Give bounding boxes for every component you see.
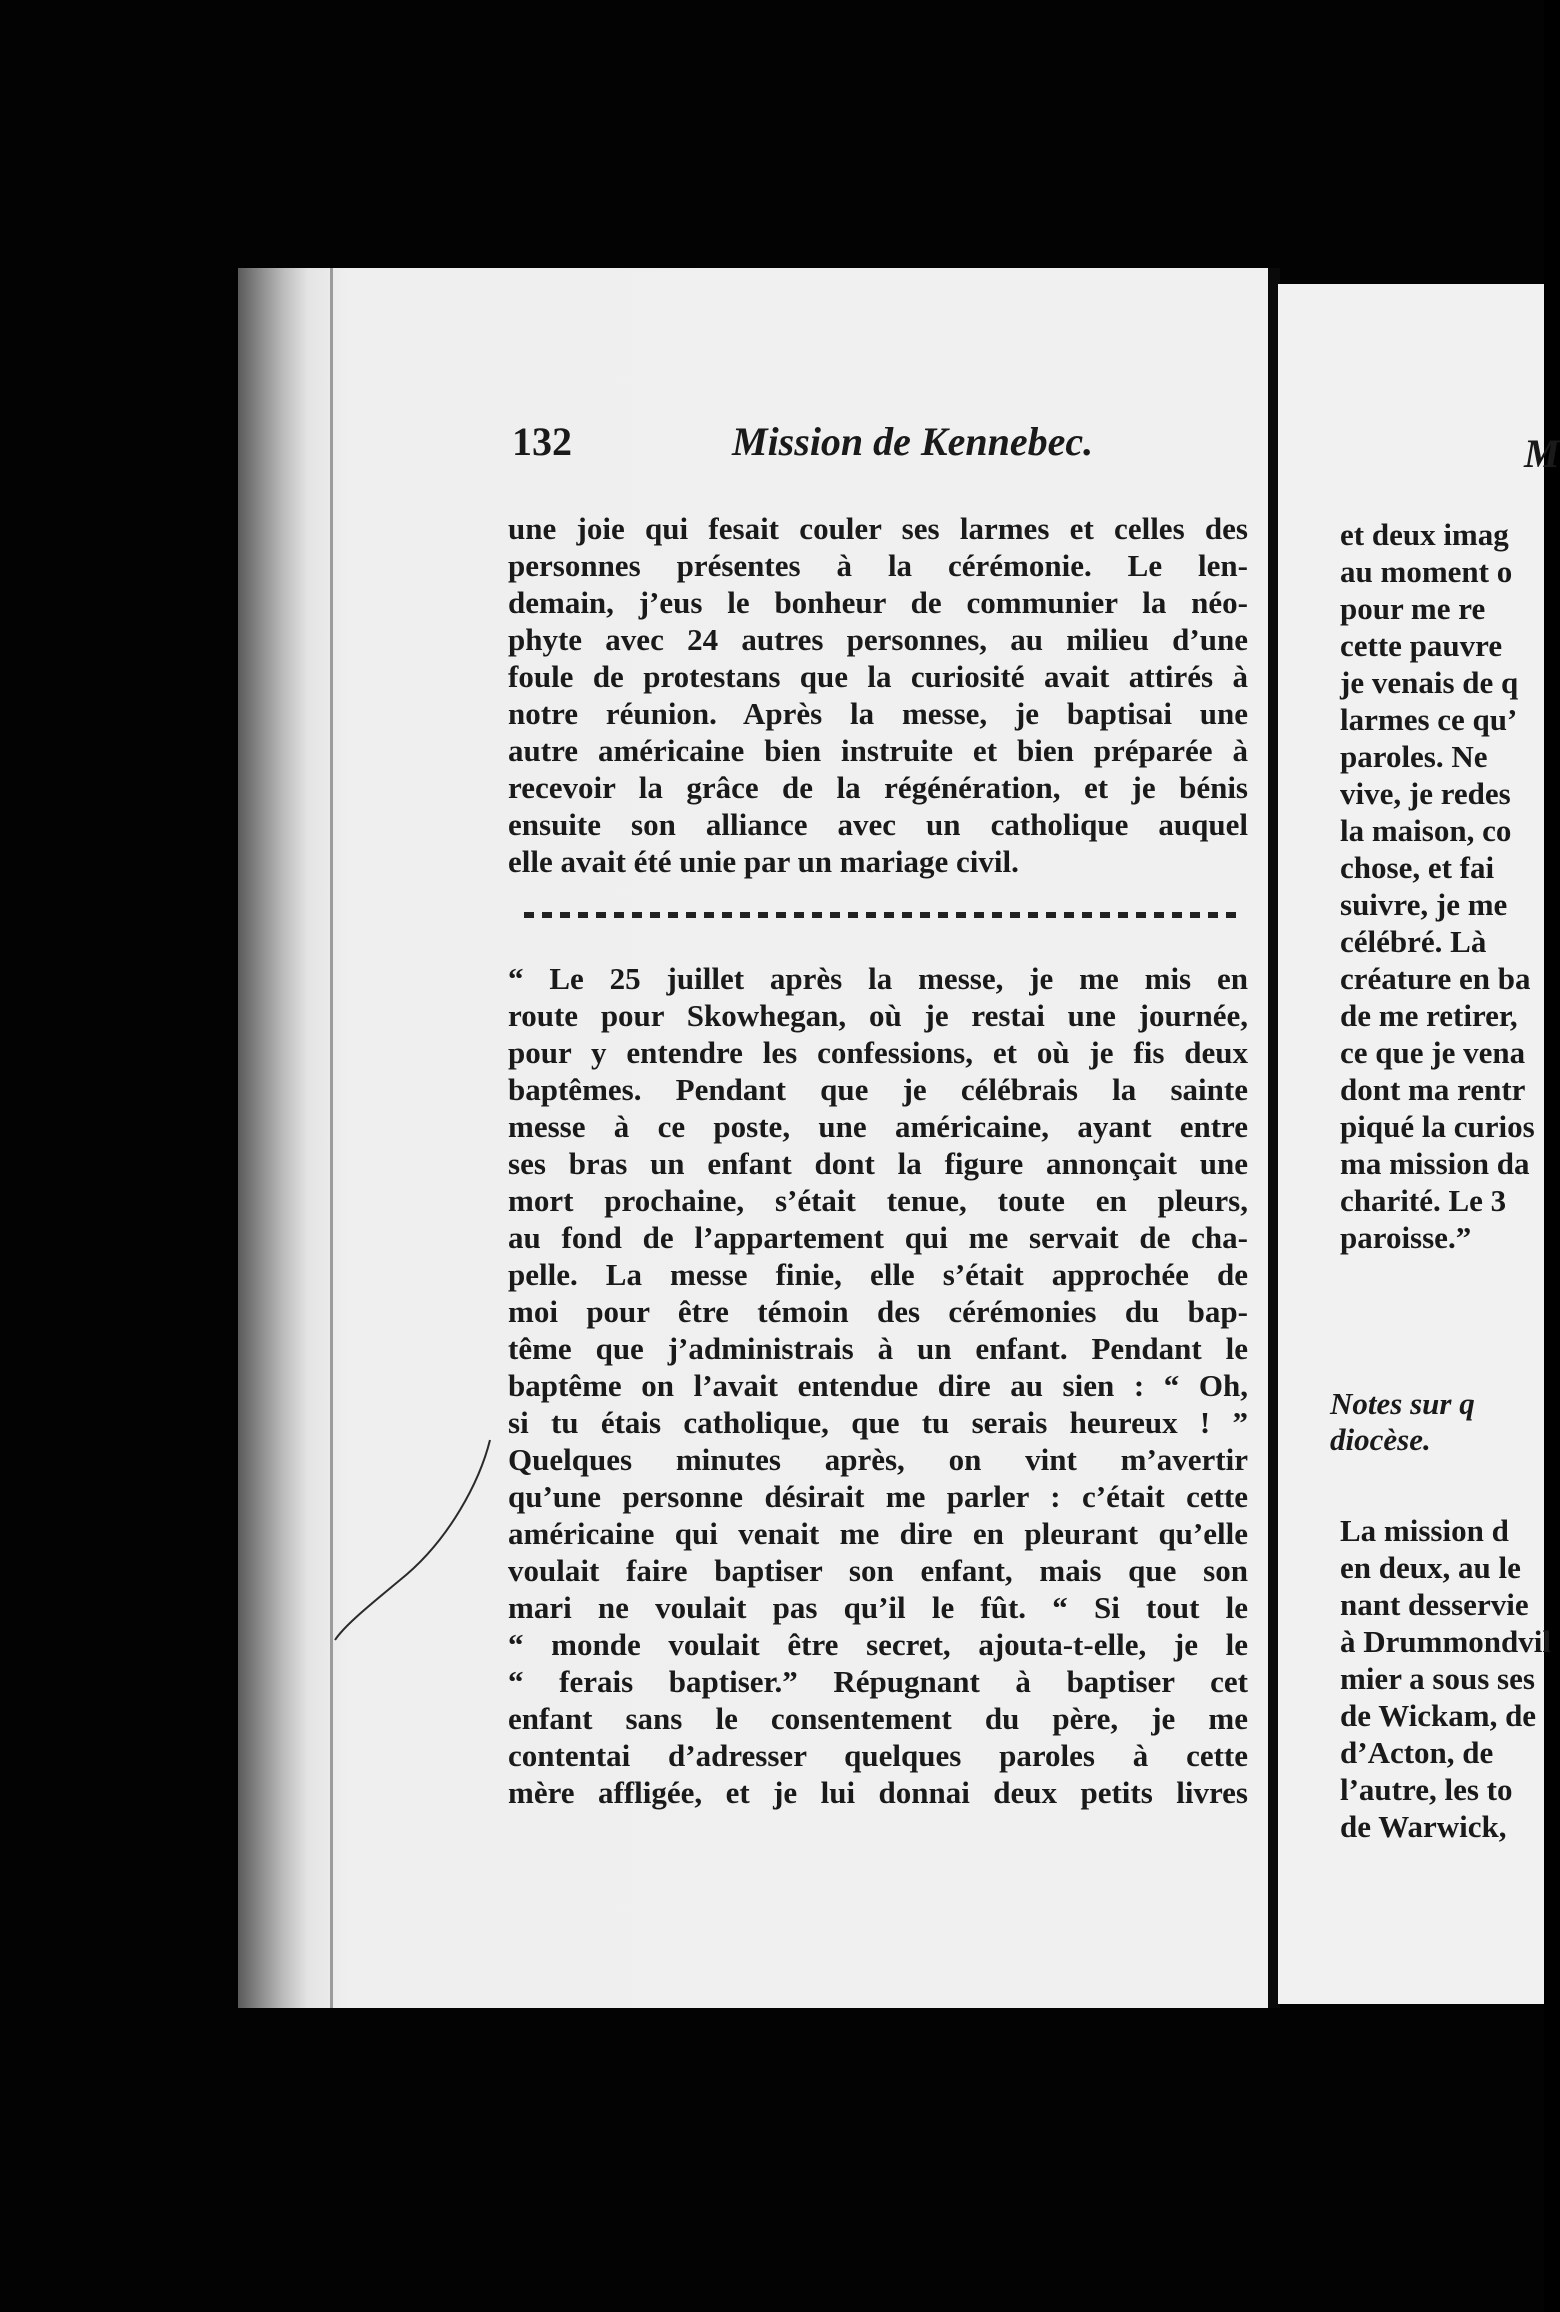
- pencil-annotation-mark: [330, 1420, 550, 1650]
- paragraph-1: [508, 510, 1248, 880]
- text-line: moi pour être témoin des cérémonies du bap-: [508, 1294, 1248, 1329]
- text-line: personnes présentes à la cérémonie. Le len-: [508, 548, 1248, 583]
- text-line: elle avait été unie par un mariage civil.: [508, 844, 1019, 879]
- text-line: pour y entendre les confessions, et où je fis deux: [508, 1035, 1248, 1070]
- text-line: demain, j’eus le bonheur de communier la néo-: [508, 585, 1248, 620]
- right-text-line: célébré. Là: [1340, 924, 1487, 959]
- text-line: route pour Skowhegan, où je restai une journée,: [508, 998, 1248, 1033]
- right-text-line: vive, je redes: [1340, 776, 1511, 811]
- running-head: [512, 418, 1272, 478]
- right-text-line: chose, et fai: [1340, 850, 1495, 885]
- text-line: “ monde voulait être secret, ajouta-t-elle, je le: [508, 1627, 1248, 1662]
- text-line: ses bras un enfant dont la figure annonçait une: [508, 1146, 1248, 1181]
- right-heading-line: Notes sur q: [1330, 1386, 1475, 1421]
- right-text-line: d’Acton, de: [1340, 1735, 1494, 1770]
- right-text-line: mier a sous ses: [1340, 1661, 1535, 1696]
- right-text-line: au moment o: [1340, 554, 1513, 589]
- right-running-head-fragment: M: [1524, 431, 1560, 476]
- page-edge-shadow: [330, 268, 333, 2008]
- text-line: tême que j’administrais à un enfant. Pendant le: [508, 1331, 1248, 1366]
- text-line: mari ne voulait pas qu’il le fût. “ Si tout le: [508, 1590, 1248, 1625]
- right-text-line: dont ma rentr: [1340, 1072, 1526, 1107]
- right-text-line: la maison, co: [1340, 813, 1512, 848]
- right-text-line: l’autre, les to: [1340, 1772, 1513, 1807]
- text-line: messe à ce poste, une américaine, ayant entre: [508, 1109, 1248, 1144]
- right-page-block-2: [1340, 1512, 1560, 1845]
- right-text-line: ce que je vena: [1340, 1035, 1526, 1070]
- right-text-line: paroisse.”: [1340, 1220, 1472, 1255]
- right-text-line: de Warwick,: [1340, 1809, 1507, 1844]
- text-line: voulait faire baptiser son enfant, mais que son: [508, 1553, 1248, 1588]
- right-page-heading: [1330, 1386, 1475, 1458]
- text-line: ensuite son alliance avec un catholique auquel: [508, 807, 1248, 842]
- text-line: phyte avec 24 autres personnes, au milieu d’une: [508, 622, 1248, 657]
- text-line: contentai d’adresser quelques paroles à cette: [508, 1738, 1248, 1773]
- text-line: mère affligée, et je lui donnai deux petits livres: [508, 1775, 1248, 1810]
- right-text-line: La mission d: [1340, 1513, 1509, 1548]
- running-title: Mission de Kennebec.: [732, 419, 1094, 464]
- text-line: “ Le 25 juillet après la messe, je me mis en: [508, 961, 1248, 996]
- right-text-line: paroles. Ne: [1340, 739, 1488, 774]
- right-text-line: de Wickam, de: [1340, 1698, 1537, 1733]
- text-line: recevoir la grâce de la régénération, et je bénis: [508, 770, 1248, 805]
- text-line: une joie qui fesait couler ses larmes et celles des: [508, 511, 1248, 546]
- right-text-line: pour me re: [1340, 591, 1486, 626]
- right-text-line: de me retirer,: [1340, 998, 1518, 1033]
- text-line: américaine qui venait me dire en pleurant qu’elle: [508, 1516, 1248, 1551]
- text-line: enfant sans le consentement du père, je me: [508, 1701, 1248, 1736]
- paragraph-2: [508, 960, 1248, 1811]
- text-line: “ ferais baptiser.” Répugnant à baptiser cet: [508, 1664, 1248, 1699]
- text-line: autre américaine bien instruite et bien préparée à: [508, 733, 1248, 768]
- text-line: baptême on l’avait entendue dire au sien : “ Oh,: [508, 1368, 1248, 1403]
- text-line: notre réunion. Après la messe, je baptisai une: [508, 696, 1248, 731]
- text-line: si tu étais catholique, que tu serais heureux ! ”: [508, 1405, 1248, 1440]
- text-line: pelle. La messe finie, elle s’était approchée de: [508, 1257, 1248, 1292]
- right-heading-line: diocèse.: [1330, 1422, 1431, 1457]
- right-text-line: créature en ba: [1340, 961, 1531, 996]
- right-text-line: je venais de q: [1340, 665, 1519, 700]
- text-line: foule de protestans que la curiosité avait attirés à: [508, 659, 1248, 694]
- right-text-line: et deux imag: [1340, 517, 1509, 552]
- text-line: qu’une personne désirait me parler : c’était cette: [508, 1479, 1248, 1514]
- section-separator: [524, 912, 1240, 918]
- right-text-line: à Drummondvil: [1340, 1624, 1551, 1659]
- right-text-line: en deux, au le: [1340, 1550, 1521, 1585]
- text-line: au fond de l’appartement qui me servait de cha-: [508, 1220, 1248, 1255]
- right-text-line: nant desservie: [1340, 1587, 1529, 1622]
- right-text-line: suivre, je me: [1340, 887, 1508, 922]
- right-page-block-1: [1340, 516, 1560, 1256]
- text-line: Quelques minutes après, on vint m’avertir: [508, 1442, 1248, 1477]
- right-text-line: cette pauvre: [1340, 628, 1503, 663]
- text-line: mort prochaine, s’était tenue, toute en pleurs,: [508, 1183, 1248, 1218]
- right-text-line: charité. Le 3: [1340, 1183, 1507, 1218]
- page-number: 132: [512, 419, 572, 464]
- right-text-line: ma mission da: [1340, 1146, 1530, 1181]
- text-line: baptêmes. Pendant que je célébrais la sainte: [508, 1072, 1248, 1107]
- right-text-line: larmes ce qu’: [1340, 702, 1518, 737]
- right-text-line: piqué la curios: [1340, 1109, 1535, 1144]
